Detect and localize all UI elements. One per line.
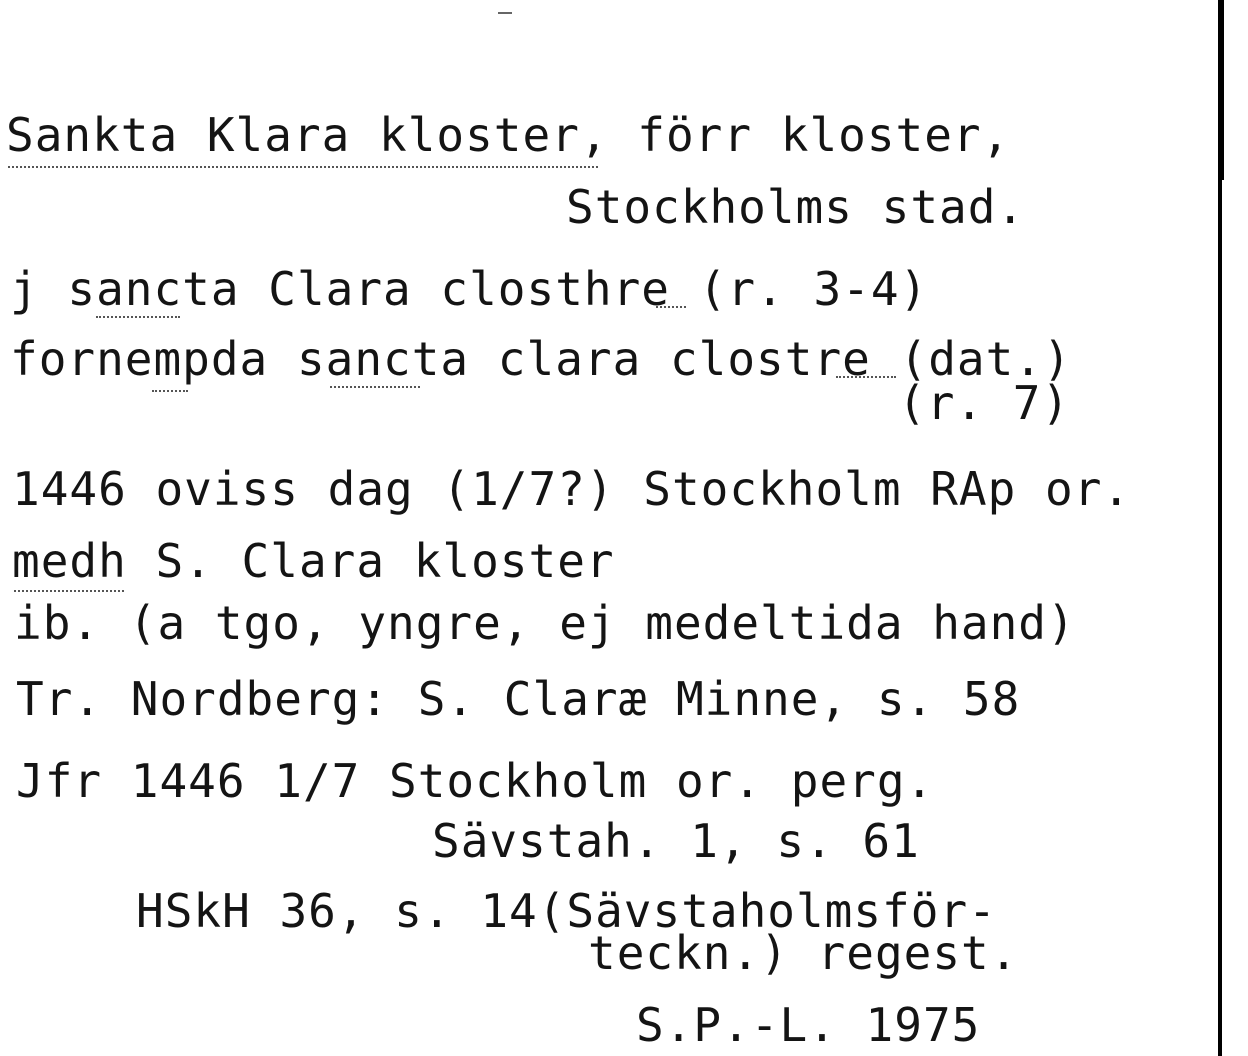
heading-underline	[8, 166, 598, 168]
card-right-edge-top	[1218, 0, 1224, 180]
speck	[498, 12, 512, 14]
form-line-2-underline-3	[836, 376, 896, 378]
tr-note: Tr. Nordberg: S. Claræ Minne, s. 58	[16, 672, 1021, 726]
signature: S.P.-L. 1975	[636, 998, 981, 1052]
form-line-1-underline	[96, 316, 180, 318]
hskh-line-1: HSkH 36, s. 14(Sävstaholmsför-	[136, 884, 997, 938]
form-line-1-underline-2	[656, 306, 686, 308]
jfr-line-1: Jfr 1446 1/7 Stockholm or. perg.	[16, 754, 935, 808]
jfr-line-2: Sävstah. 1, s. 61	[432, 814, 920, 868]
form-line-3-underline	[14, 590, 124, 592]
heading-line-1: Sankta Klara kloster, förr kloster,	[6, 108, 1011, 162]
form-line-2: fornempda sancta clara clostre (dat.)	[10, 332, 1072, 386]
heading-line-2: Stockholms stad.	[566, 180, 1026, 234]
ib-note: ib. (a tgo, yngre, ej medeltida hand)	[14, 596, 1076, 650]
form-line-2-underline-2	[330, 386, 420, 388]
form-line-1: j sancta Clara closthre (r. 3-4)	[10, 262, 929, 316]
form-line-2-underline	[152, 390, 188, 392]
source-line: 1446 oviss dag (1/7?) Stockholm RAp or.	[12, 462, 1132, 516]
hskh-line-2: teckn.) regest.	[588, 926, 1019, 980]
form-line-3: medh S. Clara kloster	[12, 534, 615, 588]
form-line-2-reference: (r. 7)	[898, 376, 1071, 430]
